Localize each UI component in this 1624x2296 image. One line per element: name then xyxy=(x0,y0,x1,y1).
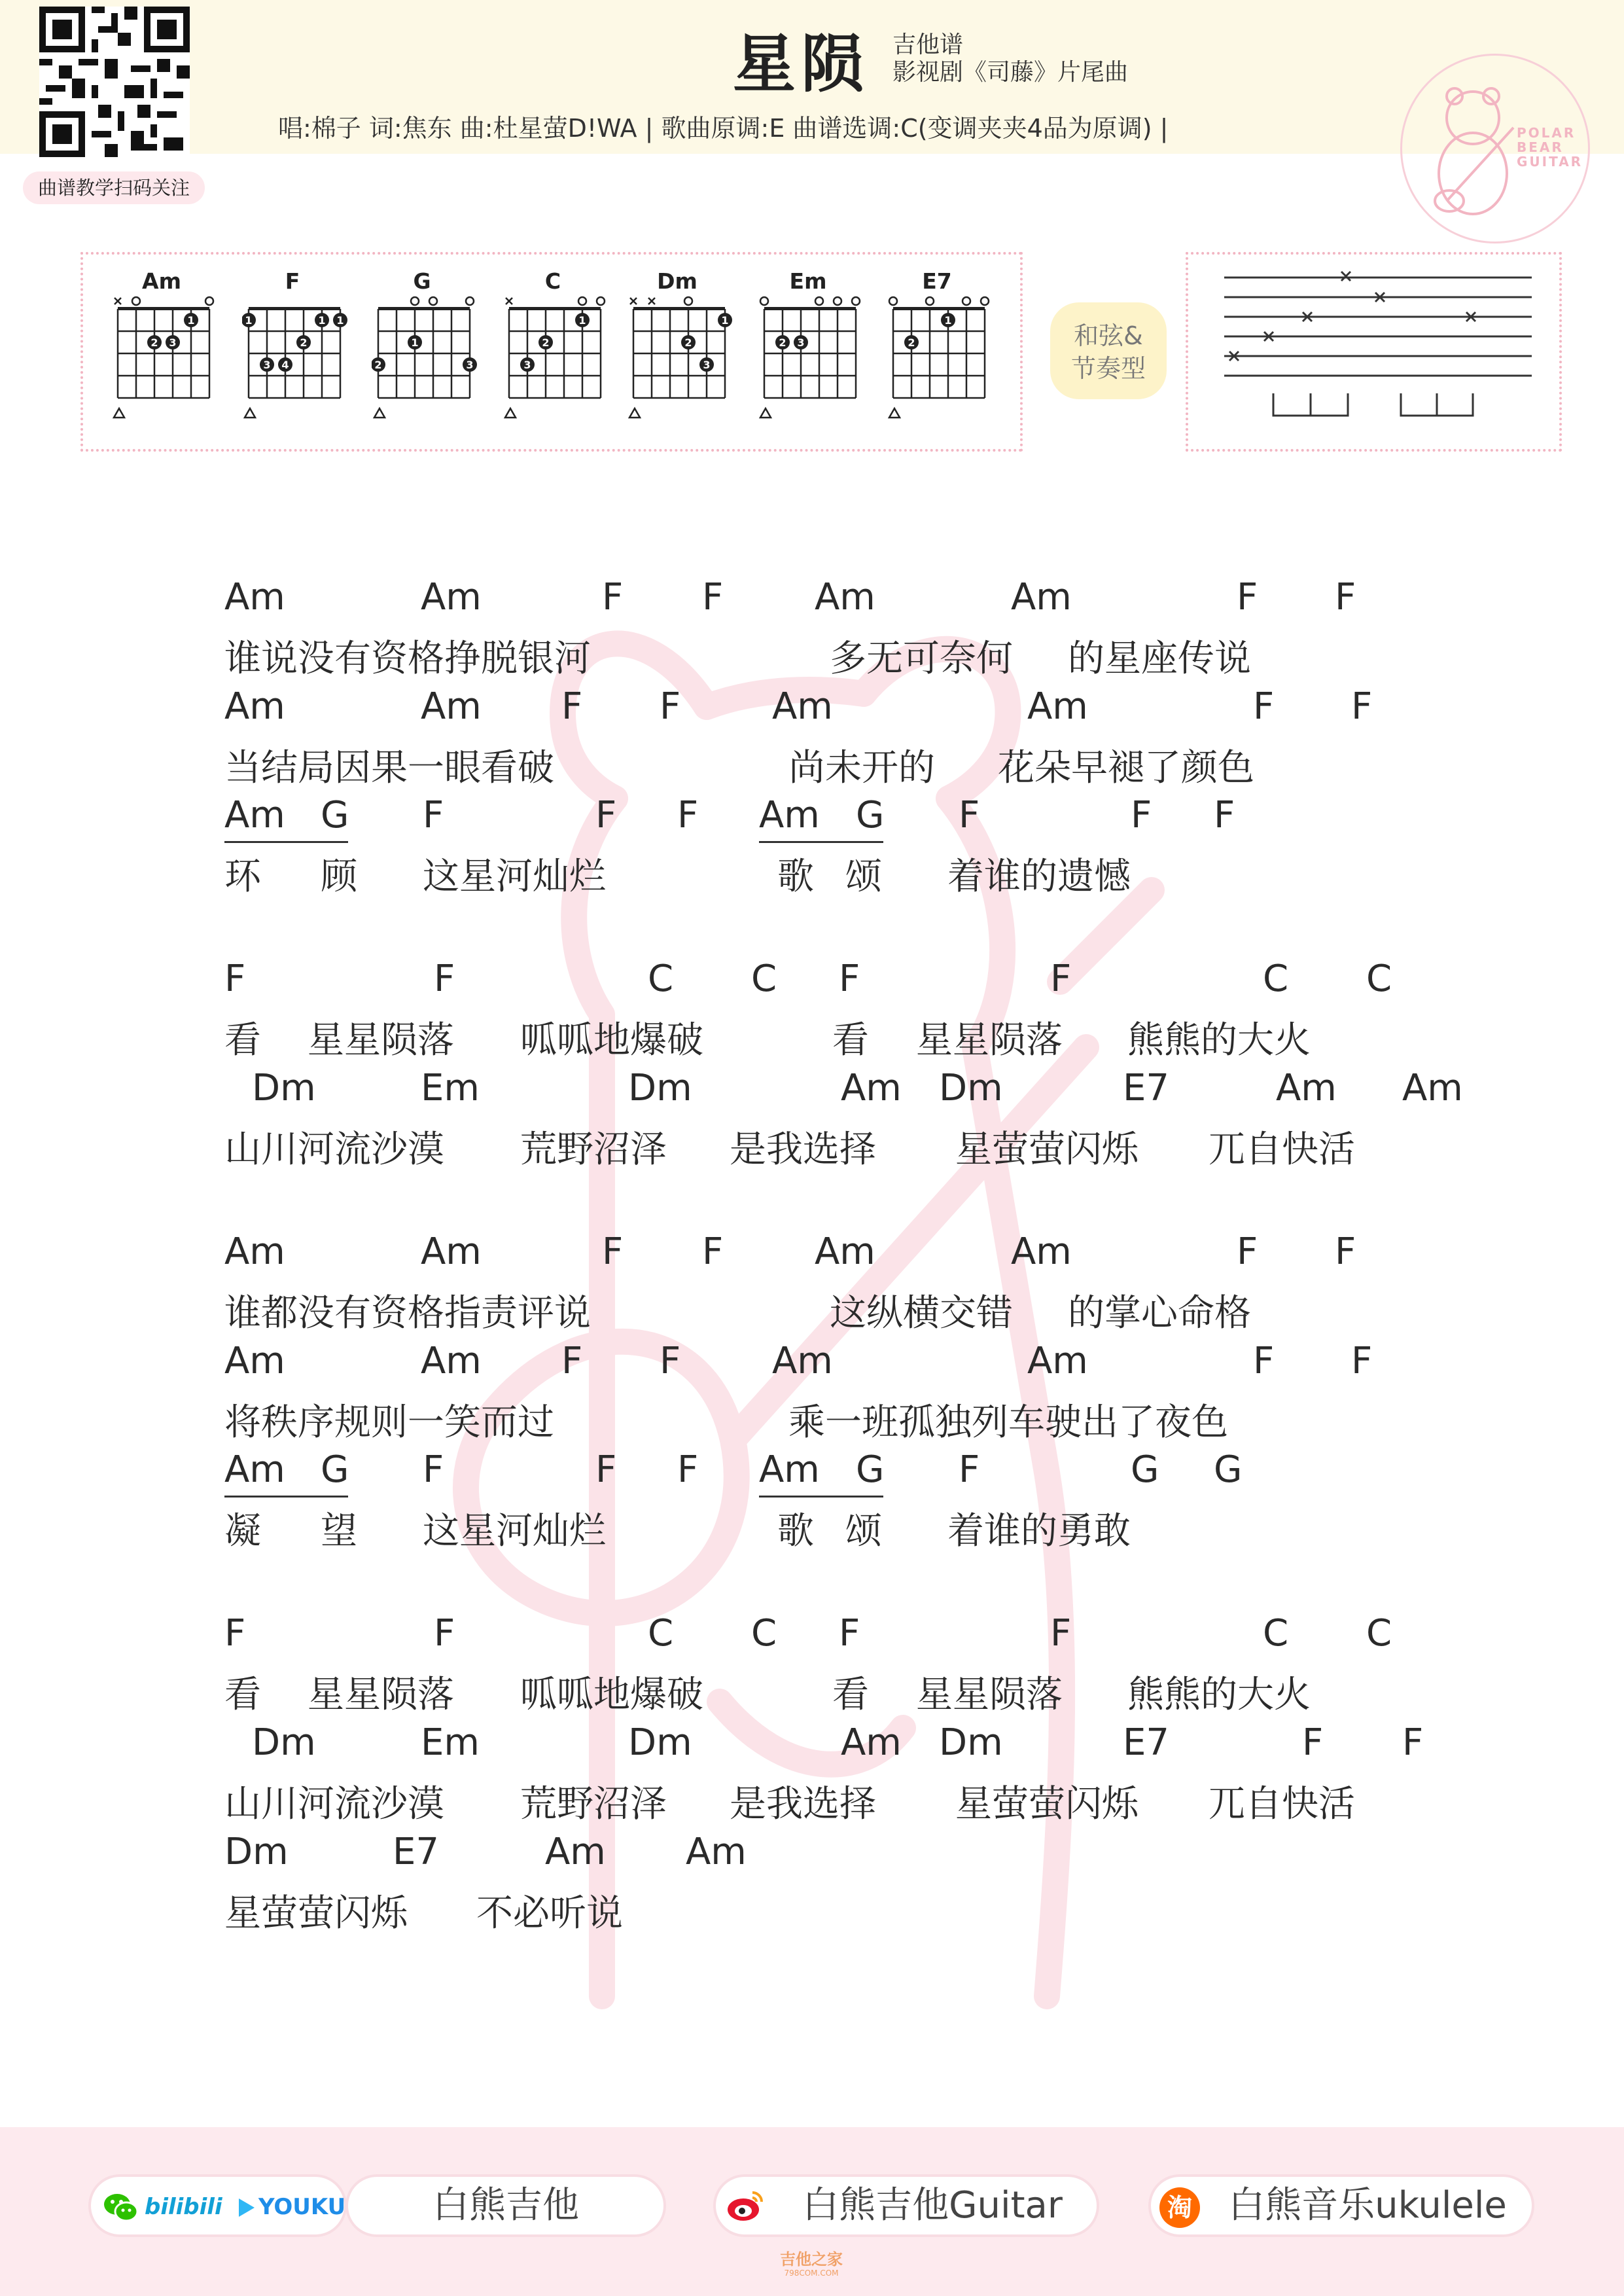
chord-label: F xyxy=(1237,1230,1258,1273)
lyric-text: 呱呱地爆破 xyxy=(520,1674,703,1716)
lyric-text: 谁都没有资格指责评说 xyxy=(224,1292,591,1335)
account-pill-weibo[interactable] xyxy=(713,2174,1099,2237)
chord-label: F xyxy=(660,685,681,728)
youku-play-icon xyxy=(236,2197,256,2219)
chord-label: F xyxy=(595,1448,617,1491)
chord-label: Dm xyxy=(252,1721,316,1764)
chord-label: Am xyxy=(421,576,482,619)
chord-label: F xyxy=(677,1448,699,1491)
chord-label: E7 xyxy=(1123,1721,1170,1764)
site-watermark-sub: 798COM.COM xyxy=(784,2269,839,2278)
chord-label: Em xyxy=(421,1721,480,1764)
svg-text:3: 3 xyxy=(466,359,474,371)
svg-text:3: 3 xyxy=(169,336,177,349)
chord-diagram-am xyxy=(111,293,222,431)
lyric-text: 望 xyxy=(321,1510,357,1552)
chord-label: Am xyxy=(421,1230,482,1273)
chord-name-am: Am xyxy=(142,268,181,294)
chord-label: F xyxy=(1302,1721,1324,1764)
lyric-text: 熊熊的大火 xyxy=(1127,1019,1311,1062)
chord-label: G xyxy=(856,1448,885,1491)
svg-text:2: 2 xyxy=(150,336,158,349)
chord-label: F xyxy=(677,794,699,836)
chord-name-f: F xyxy=(285,268,300,294)
lyric-text: 的掌心命格 xyxy=(1068,1292,1251,1335)
lyric-text: 兀自快活 xyxy=(1209,1783,1355,1825)
chord-label: G xyxy=(1131,1448,1159,1491)
lyric-text: 荒野沼泽 xyxy=(520,1783,667,1825)
weibo-icon xyxy=(725,2186,766,2227)
lyric-text: 星星陨落 xyxy=(916,1019,1063,1062)
chord-label: Am xyxy=(1027,685,1088,728)
logo-line-3: GUITAR xyxy=(1517,154,1583,170)
wechat-icon xyxy=(103,2191,139,2224)
chord-label: C xyxy=(648,958,674,1000)
chord-label: F xyxy=(561,685,583,728)
lyric-text: 环 xyxy=(224,855,261,898)
logo-line-1: POLAR xyxy=(1517,125,1576,141)
logo-line-2: BEAR xyxy=(1517,139,1564,155)
taobao-icon: 淘 xyxy=(1159,2187,1200,2228)
chord-label: C xyxy=(1366,958,1392,1000)
lyric-text: 星星陨落 xyxy=(308,1019,454,1062)
lyric-text: 山川河流沙漠 xyxy=(224,1783,444,1825)
chord-label: F xyxy=(959,1448,980,1491)
chord-label: Am xyxy=(224,576,285,619)
chord-label: F xyxy=(1253,1340,1275,1382)
rhythm-pattern-staff xyxy=(1188,255,1559,449)
chord-name-em: Em xyxy=(789,268,827,294)
chord-label: Am xyxy=(1027,1340,1088,1382)
chord-diagram-g xyxy=(372,293,483,431)
lyric-text: 看 xyxy=(224,1674,261,1716)
lyric-text: 星萤萤闪烁 xyxy=(224,1892,408,1935)
svg-text:1: 1 xyxy=(411,336,419,349)
svg-text:1: 1 xyxy=(245,314,253,327)
chord-diagram-em xyxy=(758,293,869,431)
chord-label: F xyxy=(423,794,444,836)
svg-text:3: 3 xyxy=(523,359,531,371)
chord-label: F xyxy=(1253,685,1275,728)
lyric-text: 当结局因果一眼看破 xyxy=(224,747,554,789)
chord-label: C xyxy=(1263,958,1289,1000)
subtitle-type: 吉他谱 xyxy=(892,31,964,58)
chord-label: Am xyxy=(224,794,285,836)
chord-label: F xyxy=(1335,1230,1356,1273)
svg-text:2: 2 xyxy=(542,336,550,349)
chord-label: Am xyxy=(1276,1067,1337,1109)
chord-label: F xyxy=(839,1612,860,1655)
chord-label: F xyxy=(1402,1721,1424,1764)
chord-label: Dm xyxy=(628,1067,692,1109)
chord-diagram-c xyxy=(503,293,614,431)
chord-label: Am xyxy=(686,1831,747,1873)
chord-name-dm: Dm xyxy=(657,268,697,294)
lyric-text: 是我选择 xyxy=(730,1783,876,1825)
chord-label: Dm xyxy=(939,1067,1003,1109)
chord-label: F xyxy=(1050,1612,1072,1655)
chord-label: F xyxy=(561,1340,583,1382)
chord-label: F xyxy=(602,1230,624,1273)
chord-label: Am xyxy=(224,1448,285,1491)
lyric-text: 星星陨落 xyxy=(916,1674,1063,1716)
chord-label: F xyxy=(434,958,455,1000)
chord-label: C xyxy=(648,1612,674,1655)
chord-name-e7: E7 xyxy=(922,268,952,294)
lyric-text: 是我选择 xyxy=(730,1128,876,1171)
chord-label: F xyxy=(224,1612,246,1655)
svg-text:2: 2 xyxy=(374,359,382,371)
chord-label: F xyxy=(595,794,617,836)
chord-label: F xyxy=(702,576,724,619)
lyric-text: 这星河灿烂 xyxy=(423,855,606,898)
chord-label: Dm xyxy=(224,1831,289,1873)
svg-text:3: 3 xyxy=(263,359,271,371)
chord-label: F xyxy=(1237,576,1258,619)
lyric-text: 将秩序规则一笑而过 xyxy=(224,1401,554,1444)
svg-text:2: 2 xyxy=(779,336,786,349)
chord-label: Am xyxy=(1402,1067,1463,1109)
chord-label: G xyxy=(321,794,349,836)
chord-label: F xyxy=(660,1340,681,1382)
chord-label: G xyxy=(321,1448,349,1491)
lyric-text: 看 xyxy=(224,1019,261,1062)
chord-label: F xyxy=(1351,1340,1373,1382)
rhythm-label: 和弦& 节奏型 xyxy=(1070,321,1146,383)
chord-label: Am xyxy=(421,685,482,728)
platform-icons[interactable] xyxy=(88,2174,347,2237)
chord-label: F xyxy=(839,958,860,1000)
chord-label: Em xyxy=(421,1067,480,1109)
lyric-text: 星萤萤闪烁 xyxy=(955,1783,1139,1825)
lyric-text: 多无可奈何 xyxy=(830,637,1013,680)
chord-diagram-e7 xyxy=(887,293,998,431)
chord-group-underline xyxy=(759,841,883,843)
chord-label: Am xyxy=(1011,1230,1072,1273)
svg-text:3: 3 xyxy=(703,359,711,371)
chord-label: F xyxy=(1214,794,1235,836)
chord-label: Am xyxy=(224,1340,285,1382)
chord-label: F xyxy=(1131,794,1152,836)
chord-group-underline xyxy=(224,1496,348,1498)
account-pill-taobao[interactable] xyxy=(1148,2174,1534,2237)
svg-text:1: 1 xyxy=(721,314,729,327)
chord-label: F xyxy=(224,958,246,1000)
chord-label: Am xyxy=(1011,576,1072,619)
chord-label: C xyxy=(751,958,777,1000)
chord-label: C xyxy=(1263,1612,1289,1655)
svg-text:2: 2 xyxy=(300,336,308,349)
lyric-text: 的星座传说 xyxy=(1068,637,1251,680)
svg-text:4: 4 xyxy=(281,359,289,371)
lyric-text: 谁说没有资格挣脱银河 xyxy=(224,637,591,680)
chord-label: Am xyxy=(841,1721,902,1764)
bilibili-icon: bilibili xyxy=(145,2194,222,2220)
chord-label: G xyxy=(856,794,885,836)
lyric-text: 歌 xyxy=(777,855,814,898)
svg-text:1: 1 xyxy=(336,314,344,327)
song-credits: 唱:棉子 词:焦东 曲:杜星萤D!WA | 歌曲原调:E 曲谱选调:C(变调夹夹4品为原调) | xyxy=(278,114,1169,143)
taobao-account-label: 白熊音乐ukulele xyxy=(1228,2184,1507,2227)
lyric-text: 不必听说 xyxy=(476,1892,623,1935)
lyric-text: 山川河流沙漠 xyxy=(224,1128,444,1171)
lyric-text: 颂 xyxy=(845,855,882,898)
chord-label: F xyxy=(423,1448,444,1491)
lyric-text: 兀自快活 xyxy=(1209,1128,1355,1171)
logo-text xyxy=(1517,126,1583,169)
lyric-text: 歌 xyxy=(777,1510,814,1552)
chord-label: Dm xyxy=(939,1721,1003,1764)
chord-label: Am xyxy=(224,1230,285,1273)
chord-label: Am xyxy=(545,1831,606,1873)
chord-label: F xyxy=(959,794,980,836)
chord-diagram-f xyxy=(242,293,353,431)
youku-logo: YOUKU xyxy=(258,2194,346,2220)
lyric-text: 花朵早褪了颜色 xyxy=(998,747,1254,789)
lyric-text: 熊熊的大火 xyxy=(1127,1674,1311,1716)
lyric-text: 着谁的勇敢 xyxy=(947,1510,1131,1552)
lyric-text: 顾 xyxy=(321,855,357,898)
chord-label: Dm xyxy=(252,1067,316,1109)
chord-label: F xyxy=(702,1230,724,1273)
account-pill-baixiong-jita[interactable]: 白熊吉他 xyxy=(345,2174,666,2237)
rhythm-pattern-panel xyxy=(1186,252,1562,452)
qr-code[interactable] xyxy=(39,7,190,157)
chord-label: Am xyxy=(224,685,285,728)
chord-group-underline xyxy=(759,1496,883,1498)
chord-label: G xyxy=(1214,1448,1243,1491)
chord-label: Am xyxy=(421,1340,482,1382)
chord-label: E7 xyxy=(393,1831,440,1873)
chord-label: F xyxy=(434,1612,455,1655)
lyric-text: 凝 xyxy=(224,1510,261,1552)
svg-text:1: 1 xyxy=(318,314,326,327)
lyric-text: 荒野沼泽 xyxy=(520,1128,667,1171)
lyric-text: 呱呱地爆破 xyxy=(520,1019,703,1062)
lyric-text: 这星河灿烂 xyxy=(423,1510,606,1552)
chord-label: Am xyxy=(841,1067,902,1109)
chord-label: Dm xyxy=(628,1721,692,1764)
svg-text:1: 1 xyxy=(187,314,195,327)
weibo-account-label: 白熊吉他Guitar xyxy=(802,2184,1063,2227)
chord-label: E7 xyxy=(1123,1067,1170,1109)
chord-group-underline xyxy=(224,841,348,843)
chord-label: Am xyxy=(759,794,820,836)
lyric-text: 星萤萤闪烁 xyxy=(955,1128,1139,1171)
subtitle-source: 影视剧《司藤》片尾曲 xyxy=(892,59,1129,86)
lyric-text: 乘一班孤独列车驶出了夜色 xyxy=(788,1401,1228,1444)
svg-text:1: 1 xyxy=(578,314,586,327)
chord-diagram-dm xyxy=(627,293,738,431)
lyric-text: 这纵横交错 xyxy=(830,1292,1013,1335)
lyric-text: 着谁的遗憾 xyxy=(947,855,1131,898)
lyric-text: 看 xyxy=(832,1019,869,1062)
chord-name-g: G xyxy=(413,268,431,294)
chord-name-c: C xyxy=(544,268,561,294)
lyric-text: 颂 xyxy=(845,1510,882,1552)
lyric-text: 尚未开的 xyxy=(788,747,935,789)
svg-text:2: 2 xyxy=(684,336,692,349)
lyric-text: 星星陨落 xyxy=(308,1674,454,1716)
chord-label: C xyxy=(751,1612,777,1655)
chord-label: Am xyxy=(815,576,875,619)
chord-label: F xyxy=(1351,685,1373,728)
chord-label: Am xyxy=(772,685,833,728)
qr-caption: 曲谱教学扫码关注 xyxy=(23,171,205,204)
svg-text:1: 1 xyxy=(944,314,952,327)
chord-label: F xyxy=(1335,576,1356,619)
chord-label: F xyxy=(602,576,624,619)
lyric-text: 看 xyxy=(832,1674,869,1716)
song-title: 星陨 xyxy=(733,27,869,101)
site-watermark: 吉他之家 xyxy=(780,2250,843,2269)
chord-label: Am xyxy=(772,1340,833,1382)
chord-label: F xyxy=(1050,958,1072,1000)
chord-label: Am xyxy=(815,1230,875,1273)
chord-label: C xyxy=(1366,1612,1392,1655)
svg-text:3: 3 xyxy=(797,336,805,349)
chord-label: Am xyxy=(759,1448,820,1491)
svg-text:2: 2 xyxy=(908,336,915,349)
